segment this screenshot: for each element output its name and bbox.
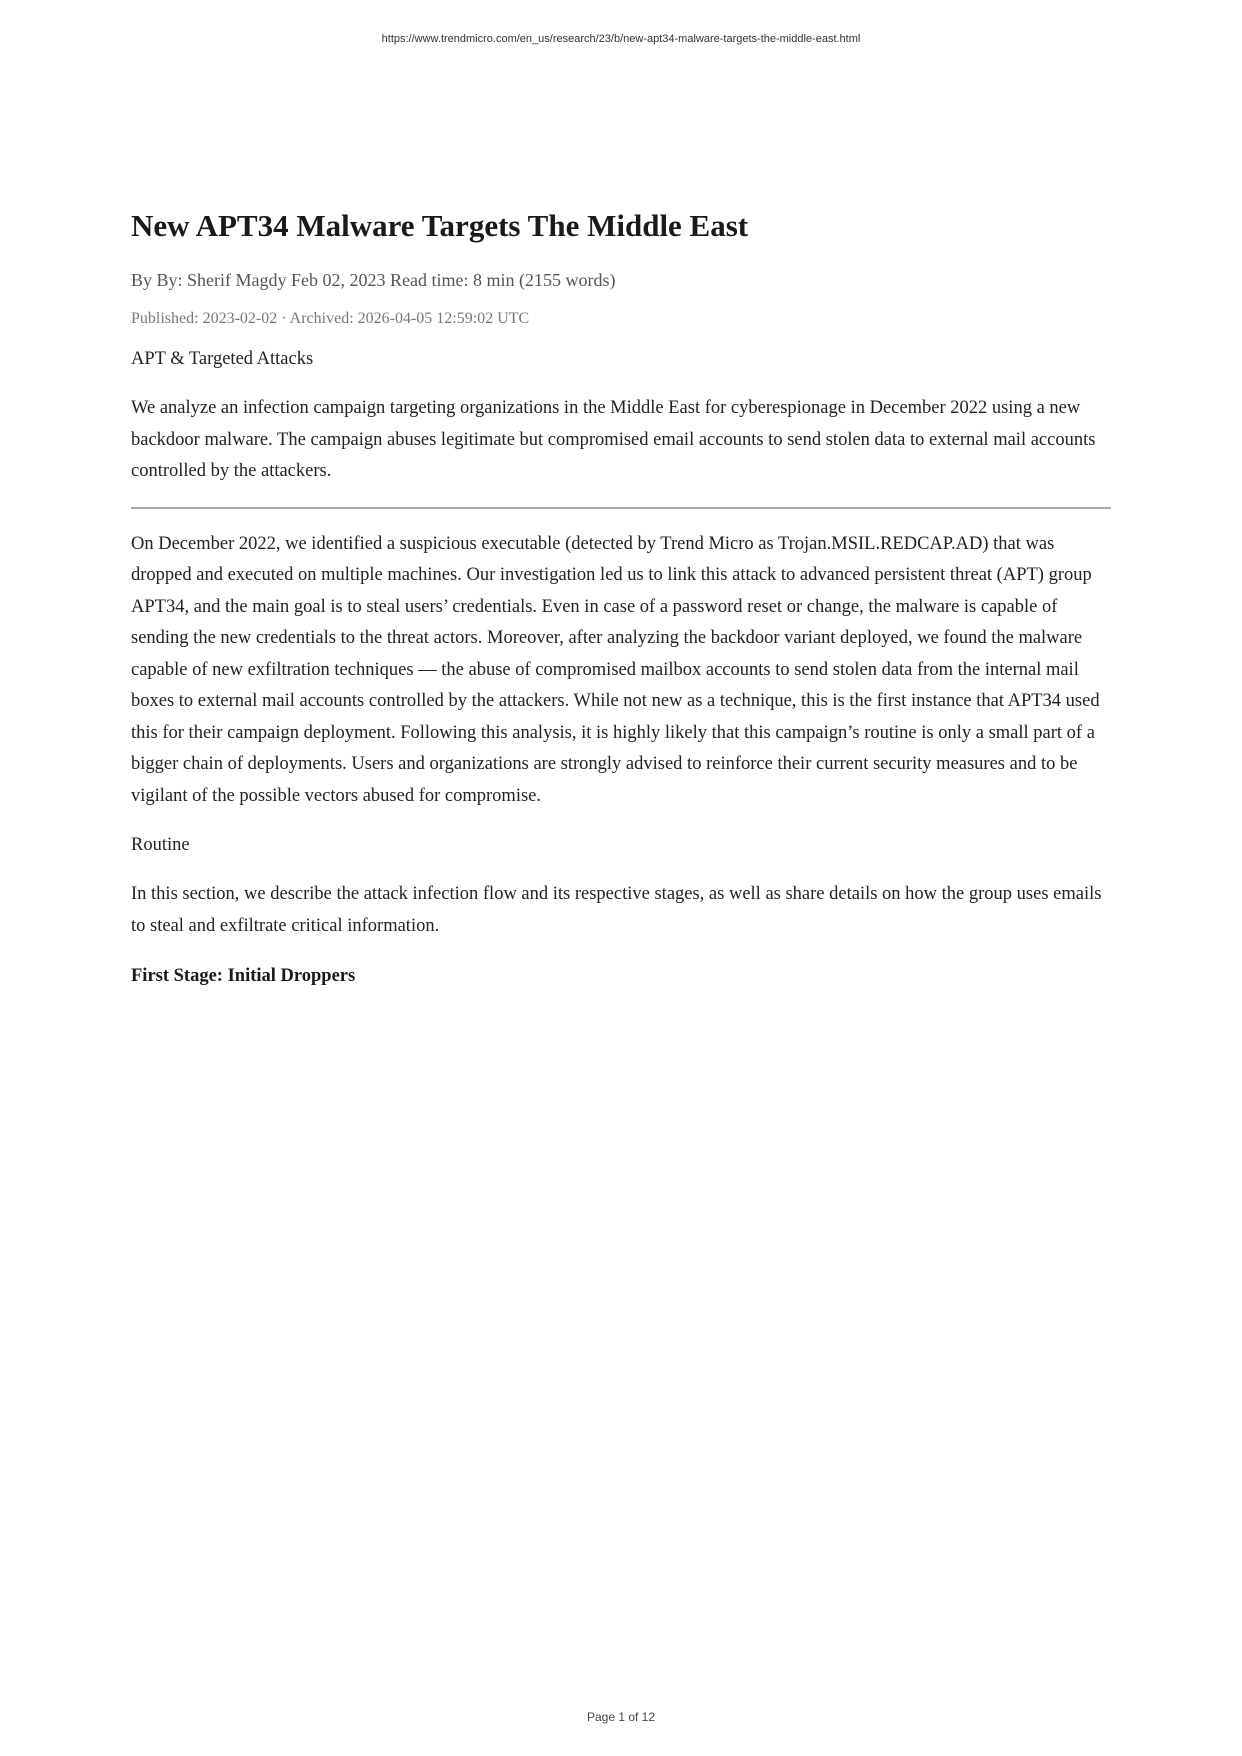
divider xyxy=(131,507,1111,509)
section-heading-routine: Routine xyxy=(131,835,190,855)
article-intro: We analyze an infection campaign targeting organizations in the Middle East for cyberespionage in December 2022 using a new backdoor malware. The campaign abuses legitimate but compromised email accounts to send stolen data to external mail accounts controlled by the attackers. xyxy=(131,398,1096,481)
page-url: https://www.trendmicro.com/en_us/research/23/b/new-apt34-malware-targets-the-middle-east.html xyxy=(381,33,861,45)
article xyxy=(131,204,1111,990)
article-dates: Published: 2023-02-02 · Archived: 2026-04-05 12:59:02 UTC xyxy=(131,310,530,327)
section-paragraph: In this section, we describe the attack infection flow and its respective stages, as well as share details on how the group uses emails to steal and exfiltrate critical information. xyxy=(131,884,1102,936)
article-category: APT & Targeted Attacks xyxy=(131,349,314,369)
page-number: Page 1 of 12 xyxy=(586,1710,656,1724)
article-title: New APT34 Malware Targets The Middle East xyxy=(131,208,749,243)
article-byline: By By: Sherif Magdy Feb 02, 2023 Read time: 8 min (2155 words) xyxy=(131,270,616,290)
article-body-paragraph: On December 2022, we identified a suspicious executable (detected by Trend Micro as Trojan.MSIL.REDCAP.AD) that was dropped and executed on multiple machines. Our investigation led us to link this attack to advanced persistent threat (APT) group APT34, and the main goal is to steal users’ credentials. Even in case of a password reset or change, the malware is capable of sending the new credentials to the threat actors. Moreover, after analyzing the backdoor variant deployed, we found the malware capable of new exfiltration techniques — the abuse of compromised mailbox accounts to send stolen data from the internal mail boxes to external mail accounts controlled by the attackers. While not new as a technique, this is the first instance that APT34 used this for their campaign deployment. Following this analysis, it is highly likely that this campaign’s routine is only a small part of a bigger chain of deployments. Users and organizations are strongly advised to reinforce their current security measures and to be vigilant of the possible vectors abused for compromise. xyxy=(131,533,1100,806)
subheading-first-stage: First Stage: Initial Droppers xyxy=(131,966,356,986)
